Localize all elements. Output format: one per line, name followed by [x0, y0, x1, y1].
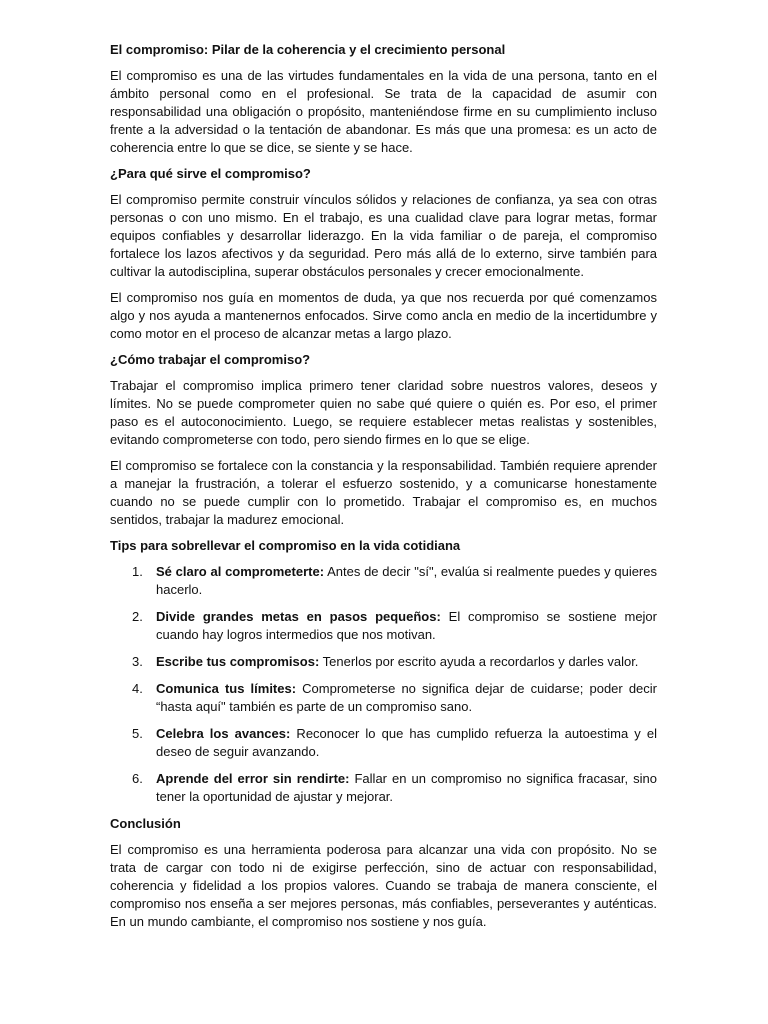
how-paragraph-1: Trabajar el compromiso implica primero tener claridad sobre nuestros valores, deseos y límites. No se puede comprometer quien no sabe qué quiere o quién es. Por eso, el primer paso es el autoconocimiento. Luego, se requiere establecer metas realistas y sostenibles, evitando comprometerse con todo, pero siendo firmes en lo que se elige.: [110, 378, 657, 447]
tip-text: Reconocer lo que has cumplido refuerza la autoestima y el deseo de seguir avanzando.: [156, 726, 657, 759]
tip-number: 1.: [132, 564, 143, 579]
tip-number: 6.: [132, 771, 143, 786]
tip-bold: Aprende del error sin rendirte:: [156, 771, 350, 786]
tip-bold: Divide grandes metas en pasos pequeños:: [156, 609, 441, 624]
tip-item: [110, 563, 657, 599]
tips-list: [110, 563, 657, 806]
tip-text: Antes de decir "sí", evalúa si realmente puedes y quieres hacerlo.: [156, 564, 657, 597]
tip-item: [110, 608, 657, 644]
tip-number: 4.: [132, 681, 143, 696]
tip-item: [110, 725, 657, 761]
document-title: El compromiso: Pilar de la coherencia y el crecimiento personal: [110, 42, 506, 57]
tip-bold: Sé claro al comprometerte:: [156, 564, 325, 579]
section-heading-purpose: ¿Para qué sirve el compromiso?: [110, 166, 311, 181]
intro-paragraph: El compromiso es una de las virtudes fundamentales en la vida de una persona, tanto en el ámbito personal como en el profesional. Se trata de la capacidad de asumir con responsabilidad una obligación o propósito, manteniéndose firme en su cumplimiento incluso frente a la adversidad o la tentación de abandonar. Es más que una promesa: es un acto de coherencia entre lo que se dice, se siente y se hace.: [110, 68, 657, 155]
tip-number: 2.: [132, 609, 143, 624]
purpose-paragraph-2: El compromiso nos guía en momentos de duda, ya que nos recuerda por qué comenzamos algo y nos ayuda a mantenernos enfocados. Sirve como ancla en medio de la incertidumbre y como motor en el proceso de alcanzar metas a largo plazo.: [110, 290, 657, 341]
how-paragraph-2: El compromiso se fortalece con la constancia y la responsabilidad. También requiere aprender a manejar la frustración, a tolerar el esfuerzo sostenido, y a comunicarse honestamente cuando no se puede cumplir con lo prometido. Trabajar el compromiso es, en muchos sentidos, trabajar la madurez emocional.: [110, 458, 657, 527]
tip-item: [110, 770, 657, 806]
section-heading-how: ¿Cómo trabajar el compromiso?: [110, 352, 311, 367]
tip-bold: Celebra los avances:: [156, 726, 291, 741]
section-heading-conclusion: Conclusión: [110, 816, 181, 831]
tip-bold: Escribe tus compromisos:: [156, 654, 320, 669]
tip-text: Tenerlos por escrito ayuda a recordarlos y darles valor.: [319, 654, 639, 669]
tip-item: [110, 653, 657, 671]
tip-text: Fallar en un compromiso no significa fracasar, sino tener la oportunidad de ajustar y mejorar.: [156, 771, 657, 804]
tip-text: Comprometerse no significa dejar de cuidarse; poder decir “hasta aquí" también es parte de un compromiso sano.: [156, 681, 658, 714]
section-heading-tips: Tips para sobrellevar el compromiso en la vida cotidiana: [110, 538, 461, 553]
tip-bold: Comunica tus límites:: [156, 681, 297, 696]
tip-item: [110, 680, 657, 716]
purpose-paragraph-1: El compromiso permite construir vínculos sólidos y relaciones de confianza, ya sea con otras personas o con uno mismo. En el trabajo, es una cualidad clave para lograr metas, formar equipos confiables y desarrollar liderazgo. En la vida familiar o de pareja, el compromiso fortalece los lazos afectivos y da seguridad. Pero más allá de lo externo, sirve también para cultivar la autodisciplina, superar obstáculos personales y crecer emocionalmente.: [110, 192, 657, 279]
tip-number: 3.: [132, 654, 143, 669]
tip-number: 5.: [132, 726, 143, 741]
tip-text: El compromiso se sostiene mejor cuando hay logros intermedios que nos motivan.: [156, 609, 657, 642]
conclusion-paragraph: El compromiso es una herramienta poderosa para alcanzar una vida con propósito. No se trata de cargar con todo ni de exigirse perfección, sino de actuar con responsabilidad, coherencia y fidelidad a los propios valores. Cuando se trabaja de manera consciente, el compromiso nos enseña a ser mejores personas, más confiables, perseverantes y auténticas. En un mundo cambiante, el compromiso nos sostiene y nos guía.: [110, 842, 657, 929]
